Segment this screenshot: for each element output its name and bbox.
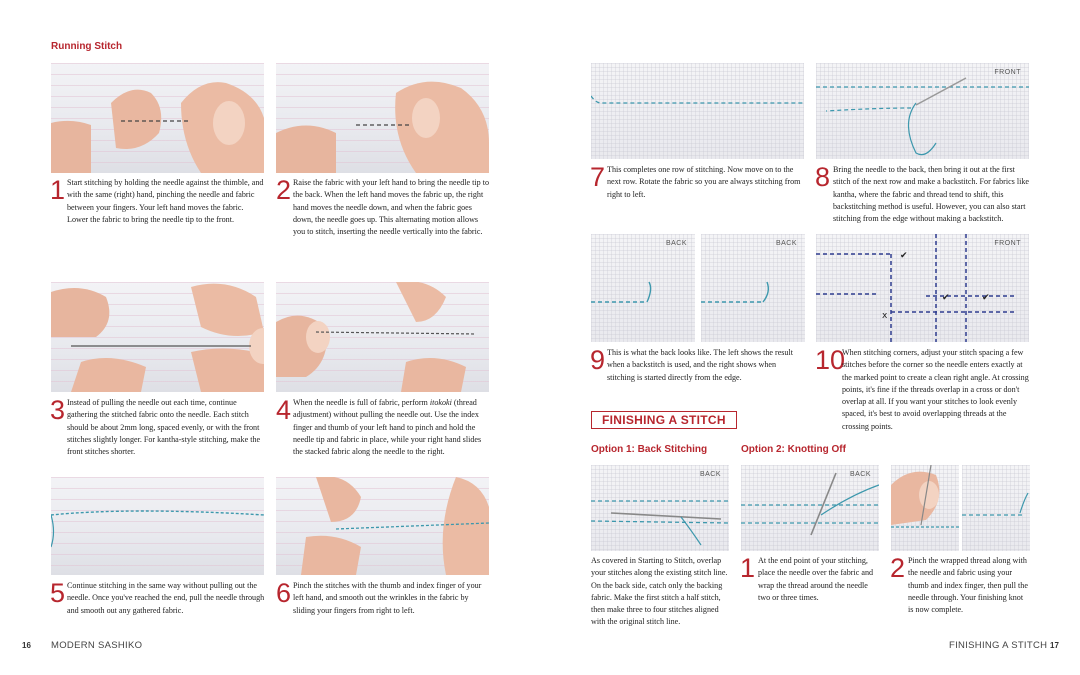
step-1-number: 1 [50, 175, 66, 205]
option-2-title: Option 2: Knotting Off [741, 444, 846, 455]
svg-text:✔: ✔ [900, 251, 908, 261]
option-2-step-2-text: Pinch the wrapped thread along with the needle and fabric using your thumb and index finger, then pull the needle through. Your finishing knot is now complete. [908, 556, 1028, 615]
step-10-text: When stitching corners, adjust your stitch spacing a few stitches before the corner so the needle enters exactly at the marked point to create a clean right angle. At crossing points, it's fine if the threads overlap in a cross or don't overlap at all. If you want your stitches to look evenly spaced, it's best to avoid overlapping threads at the crossing points. [842, 348, 1029, 431]
step-9-photo-left [591, 234, 695, 342]
step-8-photo [816, 63, 1029, 159]
photo-label-back-b: BACK [775, 240, 797, 247]
step-3-number: 3 [50, 395, 66, 425]
photo-label-back-a: BACK [665, 240, 687, 247]
step-4-number: 4 [276, 395, 292, 425]
photo-label-front: FRONT [994, 69, 1021, 76]
svg-text:✔: ✔ [942, 293, 950, 303]
finishing-a-stitch-title: FINISHING A STITCH [591, 411, 737, 429]
photo-label-front-b: FRONT [994, 240, 1021, 247]
running-head-left: MODERN SASHIKO [51, 640, 143, 651]
option-2-step-1-text: At the end point of your stitching, place the needle over the fabric and wrap the thread around the needle two or three times. [758, 556, 874, 602]
svg-text:✔: ✔ [982, 293, 990, 303]
step-10-photo [816, 234, 1029, 342]
step-1-text: Start stitching by holding the needle against the thimble, and with the same (right) hand, pinching the needle and fabric between your fingers. Your left hand moves the fabric. Lower the fabric to bring the needle tip to the front. [67, 178, 264, 224]
option-1-photo [591, 465, 729, 551]
step-4-text-b: (thread adjustment) without pulling the needle out. Use the index finger and thumb of your left hand to pinch and hold the needle tip and fabric in place, while your right hand slides the stacked fabric along the needle to the right. [293, 398, 482, 457]
step-5-text: Continue stitching in the same way without pulling out the needle. Once you've reached the end, pull the needle through and smooth out any gathered fabric. [67, 581, 265, 615]
step-6-text: Pinch the stitches with the thumb and index finger of your left hand, and smooth out the wrinkles in the fabric by sliding your fingers from right to left. [293, 581, 482, 615]
step-9-text: This is what the back looks like. The left shows the result when a backstitch is used, and the right shows when stitching is started directly from the edge. [607, 348, 793, 382]
step-8-number: 8 [815, 162, 831, 192]
step-7-photo [591, 63, 804, 159]
option-2-step-1-photo [741, 465, 879, 551]
folio-left: 16 [22, 641, 31, 650]
photo-label-back-c: BACK [699, 471, 721, 478]
step-10-number: 10 [815, 345, 846, 375]
step-8-text: Bring the needle to the back, then bring it out at the first stitch of the next row and make a backstitch. For fabrics like kantha, where the fabric and thread tend to shift, this backstitching method is useful. However, you can also start stitching from the edge without making a backstitch. [833, 165, 1029, 224]
step-5-number: 5 [50, 578, 66, 608]
step-3-photo [51, 282, 264, 392]
option-2-step-2-photo-a [891, 465, 959, 551]
option-1-title: Option 1: Back Stitching [591, 444, 708, 455]
section-title-running-stitch: Running Stitch [51, 41, 123, 52]
step-9-number: 9 [590, 345, 606, 375]
step-6-photo [276, 477, 489, 575]
svg-text:x: x [882, 311, 888, 321]
step-4-text-italic: itokoki [429, 398, 452, 407]
step-4-text [293, 397, 491, 458]
step-2-photo [276, 63, 489, 173]
step-6-number: 6 [276, 578, 292, 608]
step-1-photo [51, 63, 264, 173]
option-2-step-2-number: 2 [890, 553, 906, 583]
option-2-step-2-photo-b [962, 465, 1030, 551]
step-7-number: 7 [590, 162, 606, 192]
photo-label-back-d: BACK [849, 471, 871, 478]
step-4-text-a: When the needle is full of fabric, perform [293, 398, 430, 407]
option-1-text: As covered in Starting to Stitch, overlap your stitches along the existing stitch line. On the back side, catch only the backing fabric. Make the first stitch a half stitch, then make three to four stitches aligned with the original stitch line. [591, 556, 728, 627]
step-2-text: Raise the fabric with your left hand to bring the needle tip to the back. When the left hand moves the fabric up, the right hand moves the needle down, and when the fabric goes down, the needle goes up. This alternating motion allows you to stitch, inserting the needle vertically into the fabric. [293, 178, 489, 237]
option-2-step-1-number: 1 [740, 553, 756, 583]
step-2-number: 2 [276, 175, 292, 205]
step-5-photo [51, 477, 264, 575]
folio-right: 17 [1050, 641, 1059, 650]
step-7-text: This completes one row of stitching. Now move on to the next row. Rotate the fabric so you are always stitching from right to left. [607, 165, 801, 199]
running-head-right: FINISHING A STITCH [949, 640, 1048, 651]
step-4-photo [276, 282, 489, 392]
step-3-text: Instead of pulling the needle out each time, continue gathering the stitched fabric onto the needle. Each stitch should be about 2mm long, spaced evenly, or with the front stitches slightly longer. For kantha-style stitching, make the front stitches shorter. [67, 398, 261, 457]
step-9-photo-right [701, 234, 805, 342]
